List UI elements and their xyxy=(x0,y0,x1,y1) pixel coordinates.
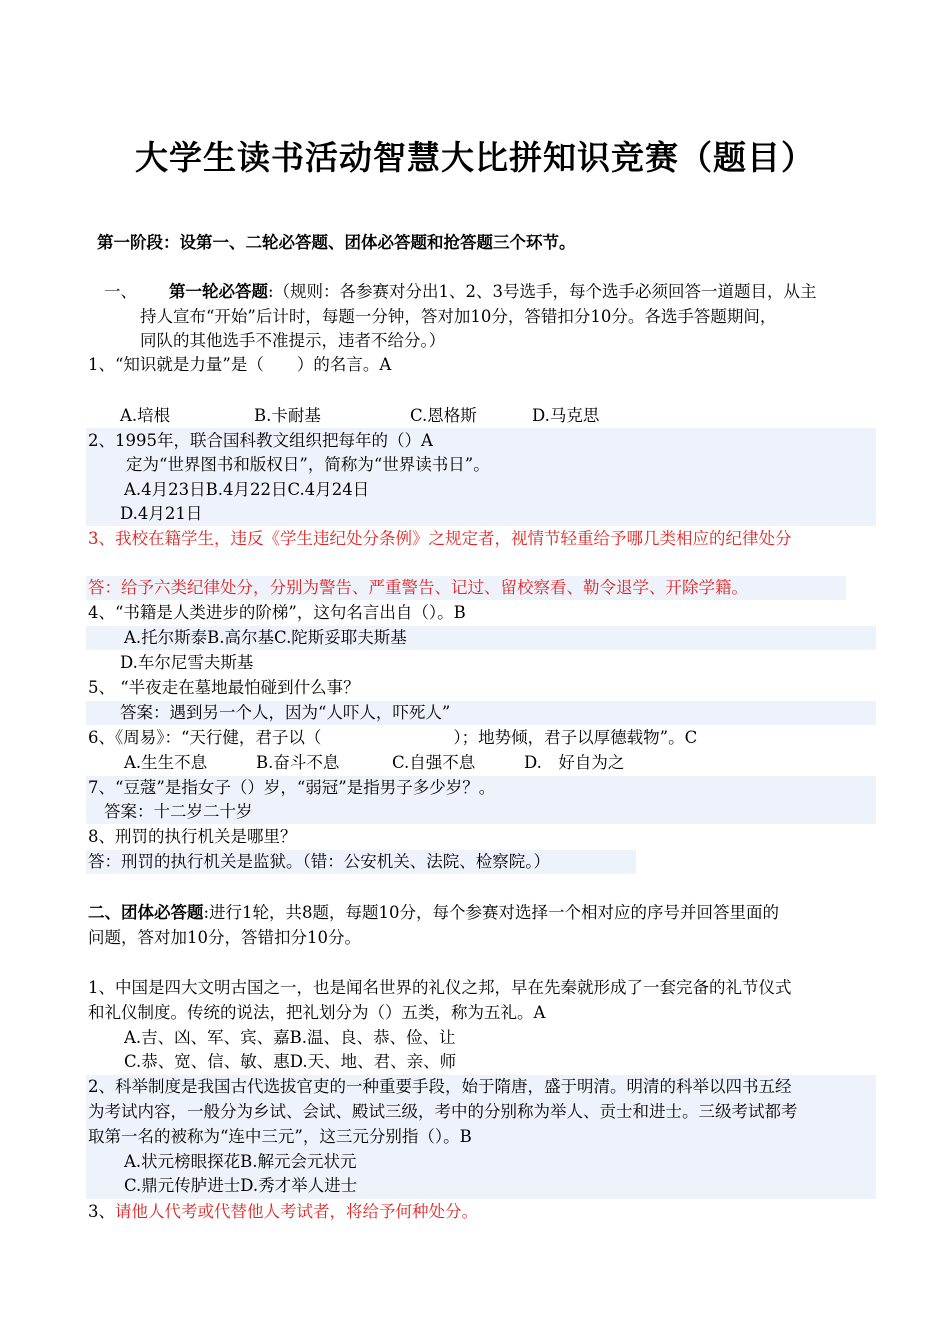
question-8: 8、刑罚的执行机关是哪里？ xyxy=(88,827,297,846)
option-c: C.自强不息 xyxy=(392,753,476,772)
question-7: 7、“豆蔻”是指女子（）岁，“弱冠”是指男子多少岁？。 xyxy=(88,778,496,797)
question-4: 4、“书籍是人类进步的阶梯”，这句名言出自（）。B xyxy=(88,603,466,622)
answer-5: 答案：遇到另一个人，因为“人吓人，吓死人” xyxy=(120,703,451,722)
team-question-3 xyxy=(88,1200,478,1224)
team-question-3-number: 3、 xyxy=(88,1202,115,1221)
option-a: A.培根 xyxy=(120,406,171,425)
team-question-1-options-ab: A.吉、凶、军、宾、嘉B.温、良、恭、俭、让 xyxy=(124,1028,456,1047)
question-4-options: A.托尔斯泰B.高尔基C.陀斯妥耶夫斯基 xyxy=(124,628,407,647)
question-5: 5、 “半夜走在墓地最怕碰到什么事？ xyxy=(88,678,360,697)
question-1: 1、“知识就是力量”是（ ）的名言。A xyxy=(88,355,392,374)
team-heading: 二、团体必答题 xyxy=(88,903,204,922)
team-question-2-line-2: 为考试内容，一般分为乡试、会试、殿试三级，考中的分别称为举人、贡士和进士。三级考试都考 xyxy=(88,1102,798,1121)
round1-rule-text: :（规则：各参赛对分出1、2、3号选手，每个选手必须回答一道题目，从主 xyxy=(268,282,817,301)
question-3: 3、我校在籍学生，违反《学生违纪处分条例》之规定者，视情节轻重给予哪几类相应的纪律处分 xyxy=(88,529,792,548)
answer-7: 答案：十二岁二十岁 xyxy=(104,802,253,821)
question-4-option-d: D.车尔尼雪夫斯基 xyxy=(120,653,254,672)
option-b: B.奋斗不息 xyxy=(256,753,340,772)
team-rule-text: :进行1轮，共8题，每题10分，每个参赛对选择一个相对应的序号并回答里面的 xyxy=(203,903,780,922)
answer-3: 答：给予六类纪律处分，分别为警告、严重警告、记过、留校察看、勒令退学、开除学籍。 xyxy=(88,578,748,597)
page-title: 大学生读书活动智慧大比拼知识竞赛（题目） xyxy=(135,138,815,177)
question-2-line-2: 定为“世界图书和版权日”，简称为“世界读书日”。 xyxy=(126,455,490,474)
round1-heading: 第一轮必答题 xyxy=(169,282,268,301)
team-rule-line-1 xyxy=(88,901,779,925)
question-2: 2、1995年，联合国科教文组织把每年的（）A xyxy=(88,431,433,450)
option-a: A.生生不息 xyxy=(124,753,208,772)
team-question-2-options-cd: C.鼎元传胪进士D.秀才举人进士 xyxy=(124,1176,358,1195)
team-question-2: 2、科举制度是我国古代选拔官吏的一种重要手段，始于隋唐，盛于明清。明清的科举以四书五经 xyxy=(88,1077,792,1096)
team-question-1: 1、中国是四大文明古国之一，也是闻名世界的礼仪之邦，早在先秦就形成了一套完备的礼节仪式 xyxy=(88,978,792,997)
option-c: C.恩格斯 xyxy=(410,406,477,425)
option-d: D.马克思 xyxy=(532,406,600,425)
round1-number: 一、 xyxy=(104,282,137,301)
option-d: D. 好自为之 xyxy=(524,753,625,772)
option-b: B.卡耐基 xyxy=(254,406,321,425)
answer-8: 答：刑罚的执行机关是监狱。（错：公安机关、法院、检察院。） xyxy=(88,852,550,871)
team-question-3-text: 请他人代考或代替他人考试者，将给予何种处分。 xyxy=(115,1202,478,1221)
round1-rule-line-2: 持人宣布“开始”后计时，每题一分钟，答对加10分，答错扣分10分。各选手答题期间， xyxy=(140,307,777,326)
round1-rule-line-1 xyxy=(104,280,817,304)
round1-rule-line-3: 同队的其他选手不准提示，违者不给分。） xyxy=(140,331,446,350)
team-question-1-line-2: 和礼仪制度。传统的说法，把礼划分为（）五类，称为五礼。A xyxy=(88,1003,546,1022)
question-6: 6、《周易》：“天行健，君子以（ ）；地势倾，君子以厚德载物”。C xyxy=(88,728,698,747)
question-2-options: A.4月23日B.4月22日C.4月24日 xyxy=(124,480,370,499)
team-question-2-options-ab: A.状元榜眼探花B.解元会元状元 xyxy=(124,1152,357,1171)
stage-one-heading: 第一阶段：设第一、二轮必答题、团体必答题和抢答题三个环节。 xyxy=(97,233,576,252)
question-2-option-d: D.4月21日 xyxy=(120,504,203,523)
team-rule-line-2: 问题，答对加10分，答错扣分10分。 xyxy=(88,928,361,947)
team-question-1-options-cd: C.恭、宽、信、敏、惠D.天、地、君、亲、师 xyxy=(124,1052,457,1071)
team-question-2-line-3: 取第一名的被称为“连中三元”，这三元分别指（）。B xyxy=(88,1127,472,1146)
